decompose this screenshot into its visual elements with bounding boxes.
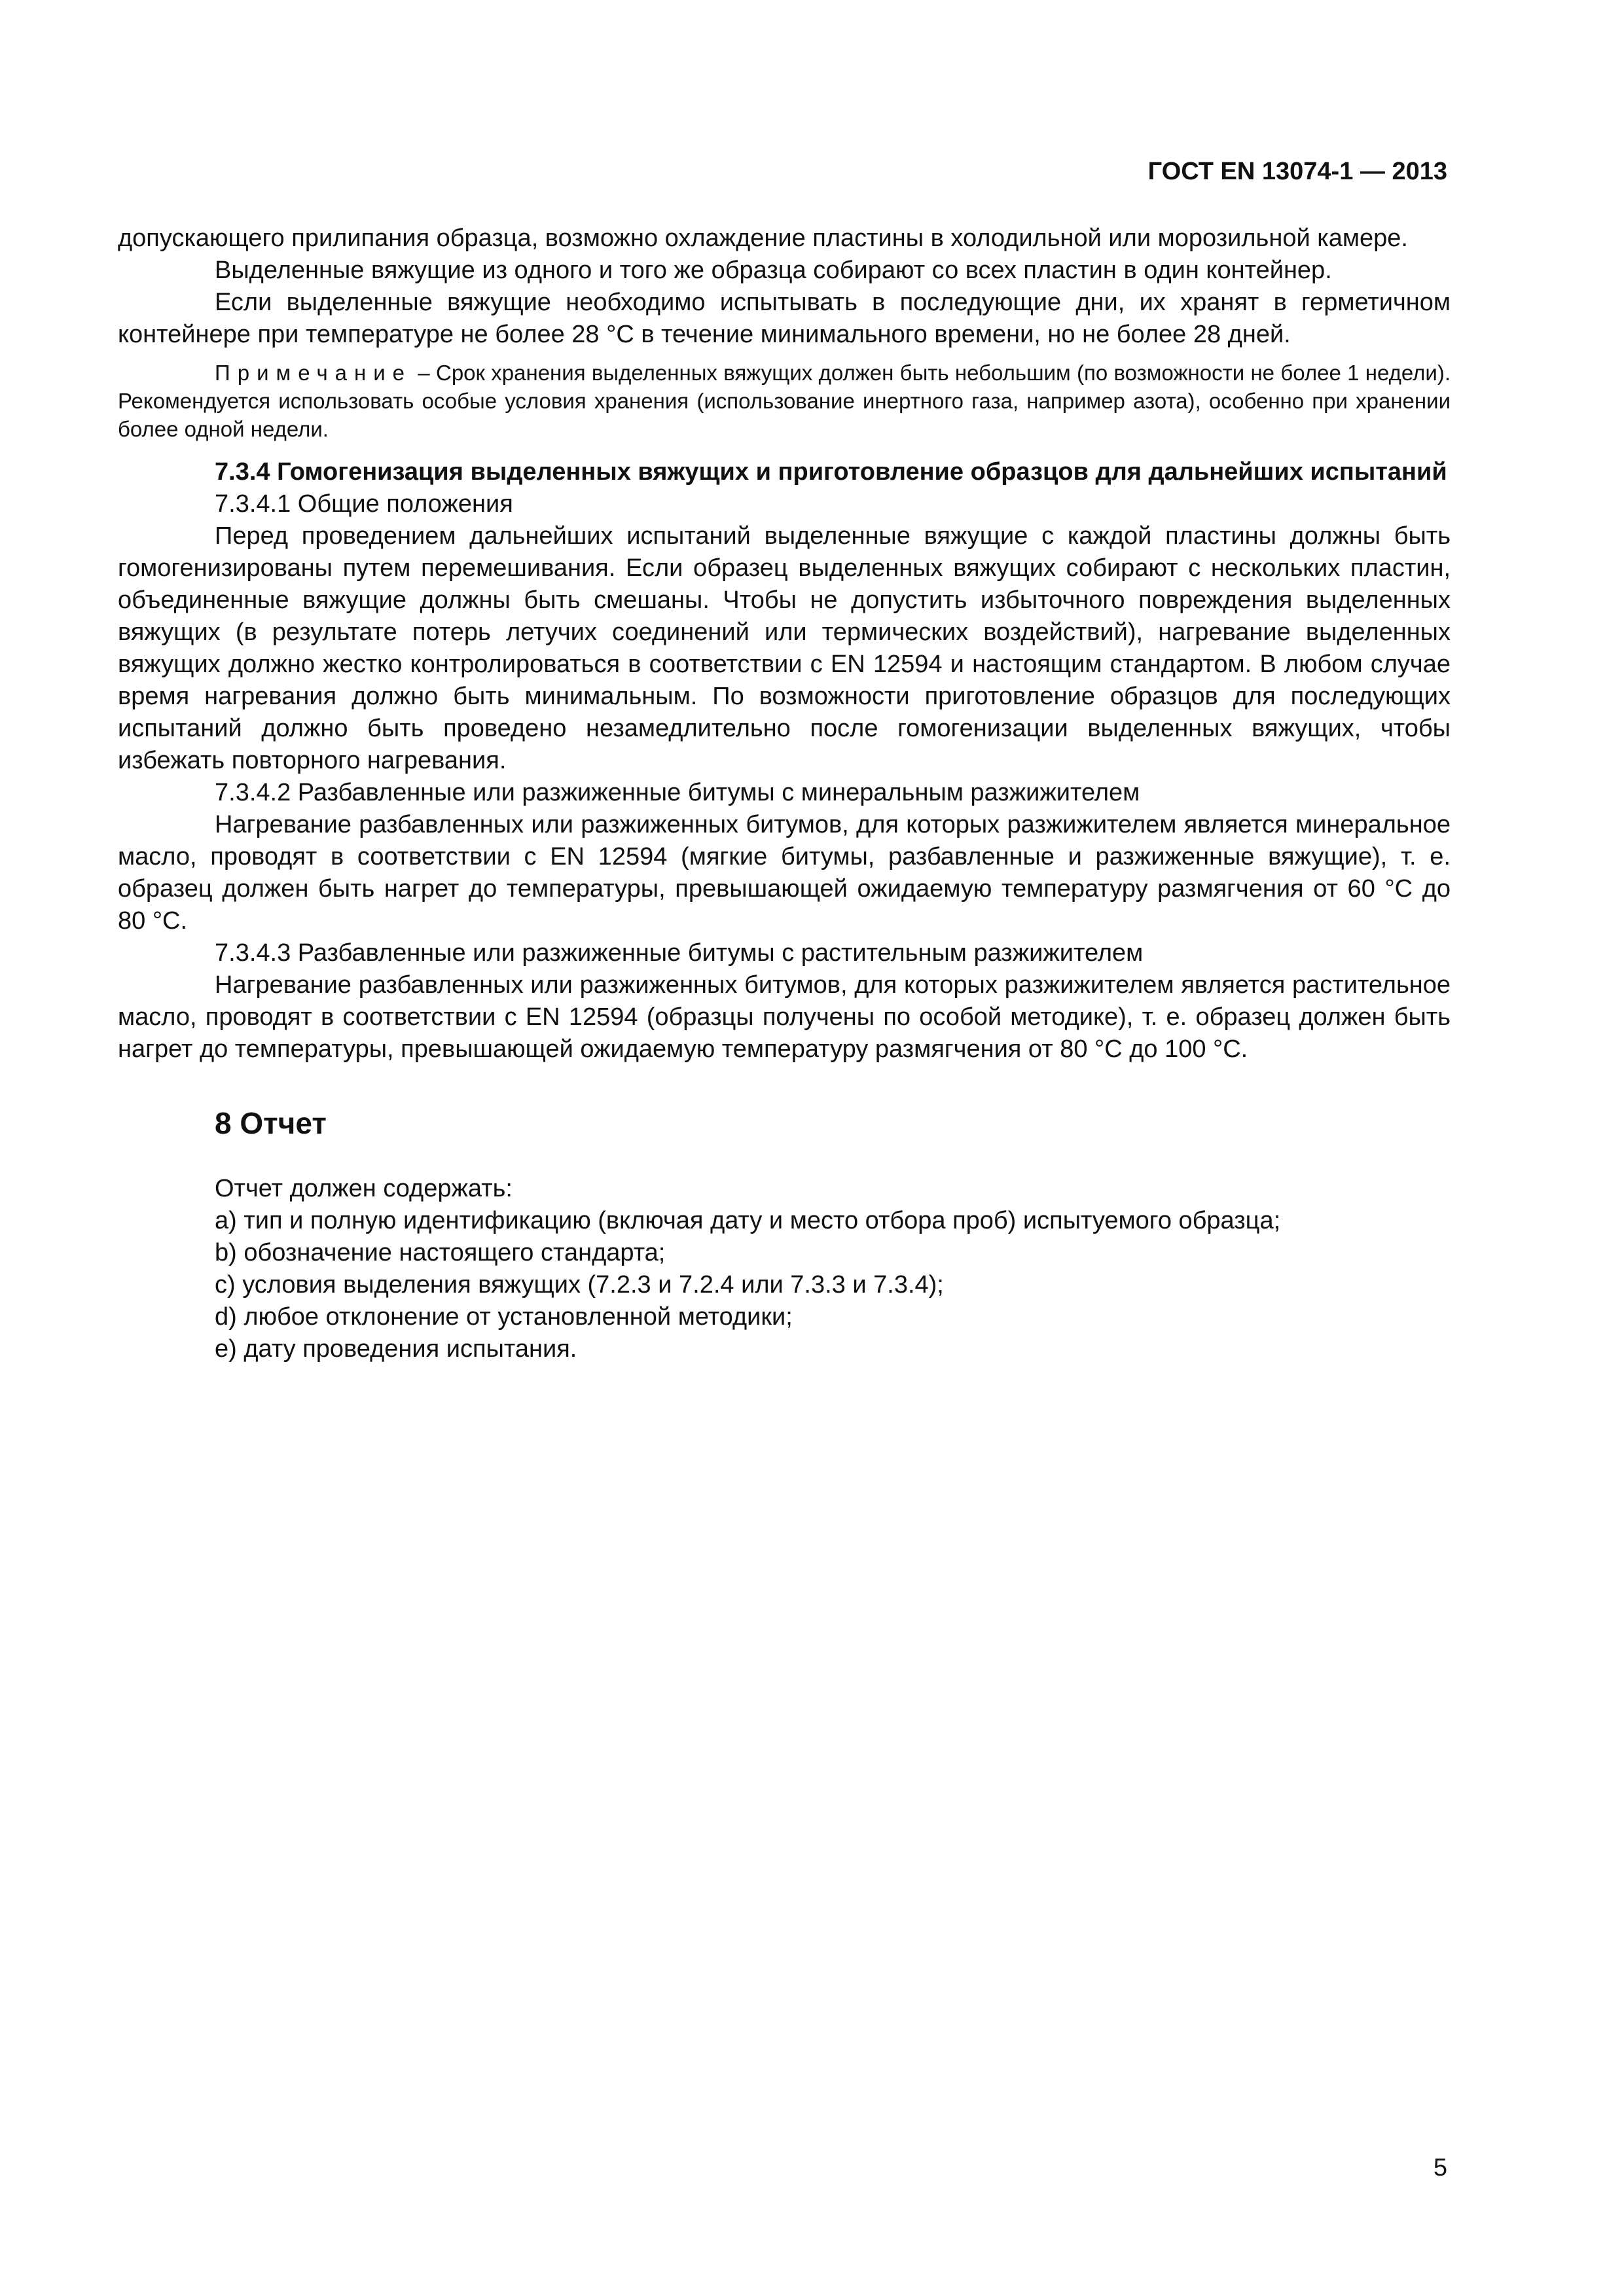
subsection-7-3-4-2-title: 7.3.4.2 Разбавленные или разжиженные битумы с минеральным разжижителем xyxy=(215,779,1140,806)
note-label: Примечание xyxy=(215,361,412,385)
note-block xyxy=(118,359,1451,443)
note-text: – Срок хранения выделенных вяжущих должен быть небольшим (по возможности не более 1 недели). Рекомендуется использовать особые условия хранения (использование инертного газа, например азота), особенно при хранении более одной недели. xyxy=(118,361,1451,441)
report-contents-list xyxy=(118,1205,1451,1365)
paragraph-continuation: допускающего прилипания образца, возможно охлаждение пластины в холодильной или морозильной камере. xyxy=(118,224,1408,252)
page-content xyxy=(118,223,1451,1365)
list-item: e) дату проведения испытания. xyxy=(215,1335,577,1363)
list-item: c) условия выделения вяжущих (7.2.3 и 7.2.4 или 7.3.3 и 7.3.4); xyxy=(215,1271,944,1299)
subsection-7-3-4-3-text: Нагревание разбавленных или разжиженных битумов, для которых разжижителем является растительное масло, проводят в соответствии с EN 12594 (образцы получены по особой методике), т. е. образец должен быть нагрет до температуры, превышающей ожидаемую температуру размягчения от 80 °С до 100 °С. xyxy=(118,971,1451,1063)
subsection-7-3-4-2-text: Нагревание разбавленных или разжиженных битумов, для которых разжижителем является минеральное масло, проводят в соответствии с EN 12594 (мягкие битумы, разбавленные и разжиженные вяжущие), т. е. образец должен быть нагрет до температуры, превышающей ожидаемую температуру размягчения от 60 °С до 80 °С. xyxy=(118,811,1451,935)
list-item: a) тип и полную идентификацию (включая дату и место отбора проб) испытуемого образца; xyxy=(215,1207,1281,1234)
subsection-7-3-4-3-title: 7.3.4.3 Разбавленные или разжиженные битумы с растительным разжижителем xyxy=(215,939,1144,967)
page-number: 5 xyxy=(1433,2154,1447,2181)
paragraph-binders-collection: Выделенные вяжущие из одного и того же образца собирают со всех пластин в один контейнер. xyxy=(215,257,1332,284)
report-intro: Отчет должен содержать: xyxy=(215,1175,513,1202)
paragraph-binders-storage: Если выделенные вяжущие необходимо испытывать в последующие дни, их хранят в герметичном контейнере при температуре не более 28 °С в течение минимального времени, но не более 28 дней. xyxy=(118,289,1451,348)
document-code-header: ГОСТ EN 13074-1 — 2013 xyxy=(1147,158,1447,185)
subsection-7-3-4-1-text: Перед проведением дальнейших испытаний выделенные вяжущие с каждой пластины должны быть гомогенизированы путем перемешивания. Если образец выделенных вяжущих собирают с нескольких пластин, объединенные вяжущие должны быть смешаны. Чтобы не допустить избыточного повреждения выделенных вяжущих (в результате потерь летучих соединений или термических воздействий), нагревание выделенных вяжущих должно жестко контролироваться в соответствии с EN 12594 и настоящим стандартом. В любом случае время нагревания должно быть минимальным. По возможности приготовление образцов для последующих испытаний должно быть проведено незамедлительно после гомогенизации выделенных вяжущих, чтобы избежать повторного нагревания. xyxy=(118,522,1451,774)
section-8-heading: 8 Отчет xyxy=(215,1106,327,1140)
subsection-7-3-4-1-title: 7.3.4.1 Общие положения xyxy=(215,490,513,518)
list-item: b) обозначение настоящего стандарта; xyxy=(215,1239,666,1266)
section-7-3-4-heading: 7.3.4 Гомогенизация выделенных вяжущих и приготовление образцов для дальнейших испытаний xyxy=(215,458,1447,486)
list-item: d) любое отклонение от установленной методики; xyxy=(215,1303,793,1331)
